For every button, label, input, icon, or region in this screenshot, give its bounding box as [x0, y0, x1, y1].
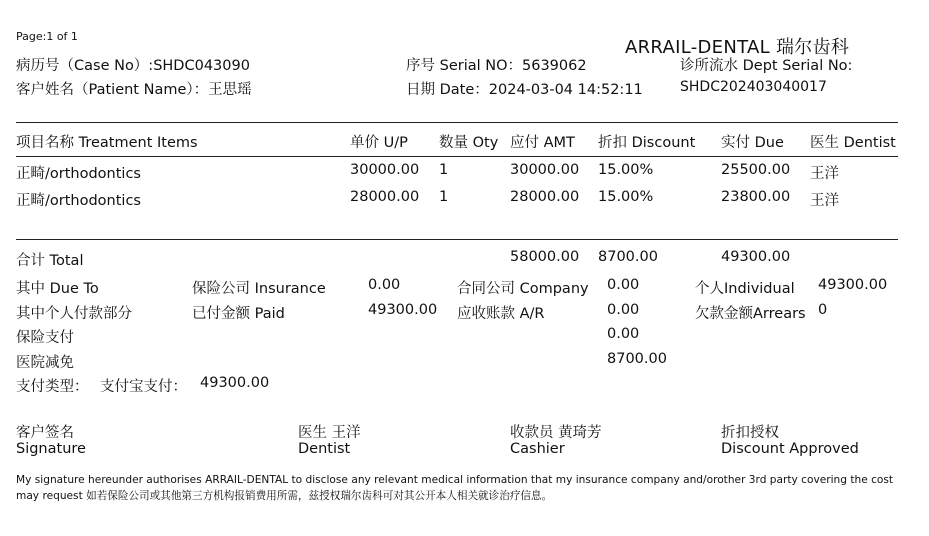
col-header-dentist: 医生 Dentist: [810, 135, 896, 151]
signature-dentist: [298, 425, 361, 457]
total-due: 49300.00: [721, 249, 791, 265]
signature-discount-cn: 折扣授权: [721, 425, 779, 441]
row-2-dentist: 王洋: [810, 193, 839, 209]
patient-name: 客户姓名（Patient Name）：王思瑶: [16, 82, 252, 98]
disclaimer-line-2: may request 如若保险公司或其他第三方机构报销费用所需，兹授权瑞尔齿科可对其公开本人相关就诊治疗信息。: [16, 490, 553, 502]
dept-serial-value: SHDC202403040017: [680, 79, 827, 95]
total-amount: 58000.00: [510, 249, 580, 265]
table-header-rule: [16, 156, 898, 157]
row-1-item: 正畸/orthodontics: [16, 166, 141, 182]
row-1-due: 25500.00: [721, 162, 791, 178]
row-1-dentist: 王洋: [810, 166, 839, 182]
row-2-unit-price: 28000.00: [350, 189, 420, 205]
signature-customer-cn: 客户签名: [16, 425, 74, 441]
ar-label: 应收账款 A/R: [457, 306, 545, 322]
row-2-discount: 15.00%: [598, 189, 654, 205]
individual-value: 49300.00: [818, 277, 888, 293]
arrears-value: 0: [818, 302, 828, 318]
totals-rule: [16, 239, 898, 240]
serial-number: 序号 Serial NO：5639062: [406, 58, 587, 74]
signature-cashier-cn: 收款员 黄琦芳: [510, 425, 602, 441]
hospital-relief-label: 医院减免: [16, 355, 74, 371]
total-discount: 8700.00: [598, 249, 658, 265]
arrears-label: 欠款金额Arrears: [695, 306, 806, 322]
total-label: 合计 Total: [16, 253, 84, 269]
signature-dentist-en: Dentist: [298, 441, 351, 457]
disclaimer: [16, 472, 893, 504]
row-2-due: 23800.00: [721, 189, 791, 205]
table-top-rule: [16, 122, 898, 123]
hospital-relief-value: 8700.00: [607, 351, 667, 367]
insurance-label: 保险公司 Insurance: [192, 281, 326, 297]
col-header-amount: 应付 AMT: [510, 135, 575, 151]
signature-cashier: [510, 425, 602, 457]
individual-label: 个人Individual: [695, 281, 795, 297]
row-2-item: 正畸/orthodontics: [16, 193, 141, 209]
brand-name: ARRAIL-DENTAL 瑞尔齿科: [625, 37, 850, 58]
signature-discount-en: Discount Approved: [721, 441, 859, 457]
col-header-qty: 数量 Oty: [439, 135, 499, 151]
disclaimer-line-1: My signature hereunder authorises ARRAIL-DENTAL to disclose any relevant medical information that my insurance company and/orother 3rd party covering the cost: [16, 474, 894, 486]
ar-value: 0.00: [607, 302, 640, 318]
insurance-pay-value: 0.00: [607, 326, 640, 342]
row-1-unit-price: 30000.00: [350, 162, 420, 178]
paid-value: 49300.00: [368, 302, 438, 318]
invoice-date: 日期 Date：2024-03-04 14:52:11: [406, 82, 643, 98]
row-2-qty: 1: [439, 189, 449, 205]
company-value: 0.00: [607, 277, 640, 293]
row-2-amount: 28000.00: [510, 189, 580, 205]
signature-customer: [16, 425, 86, 457]
col-header-item: 项目名称 Treatment Items: [16, 135, 198, 151]
dept-serial-label: 诊所流水 Dept Serial No:: [680, 58, 853, 74]
insurance-value: 0.00: [368, 277, 401, 293]
col-header-due: 实付 Due: [721, 135, 784, 151]
payment-type-label: 支付类型：: [16, 379, 89, 395]
signature-customer-en: Signature: [16, 441, 86, 457]
payment-type-method: 支付宝支付：: [100, 379, 187, 395]
paid-label: 已付金额 Paid: [192, 306, 285, 322]
company-label: 合同公司 Company: [457, 281, 589, 297]
signature-dentist-cn: 医生 王洋: [298, 425, 361, 441]
row-1-amount: 30000.00: [510, 162, 580, 178]
due-to-label: 其中 Due To: [16, 281, 99, 297]
row-1-qty: 1: [439, 162, 449, 178]
col-header-discount: 折扣 Discount: [598, 135, 696, 151]
personal-part-label: 其中个人付款部分: [16, 306, 132, 322]
page-number: Page:1 of 1: [16, 30, 78, 43]
col-header-unit-price: 单价 U/P: [350, 135, 408, 151]
row-1-discount: 15.00%: [598, 162, 654, 178]
insurance-pay-label: 保险支付: [16, 330, 74, 346]
signature-cashier-en: Cashier: [510, 441, 565, 457]
case-number: 病历号（Case No）:SHDC043090: [16, 58, 250, 74]
signature-discount: [721, 425, 859, 457]
payment-type-value: 49300.00: [200, 375, 270, 391]
